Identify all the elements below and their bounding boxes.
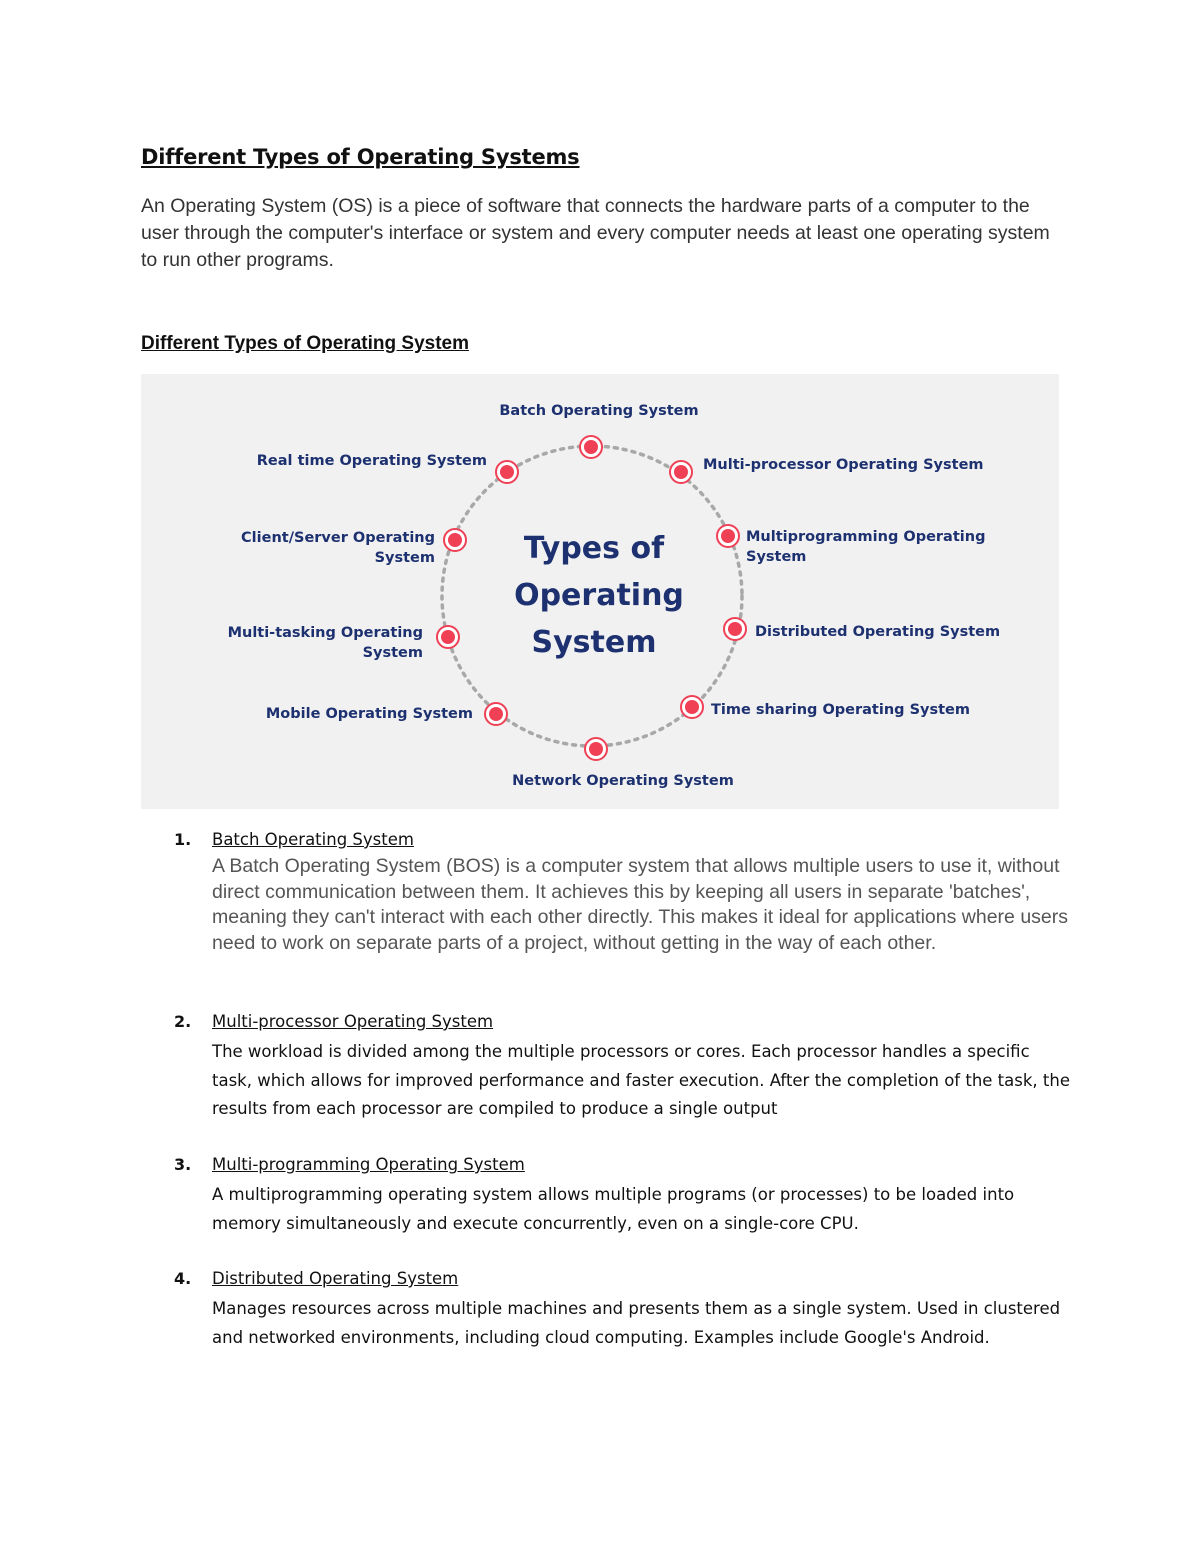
node-dot [584, 440, 598, 454]
label-timesharing: Time sharing Operating System [711, 702, 970, 718]
node-multitasking [437, 626, 459, 648]
node-multiprocessor [670, 461, 692, 483]
node-dot [489, 707, 503, 721]
item-body: Manages resources across multiple machines and presents them as a single system. Used in clustered and networked environments, including cloud computing. Examples include Google's Android. [212, 1299, 1061, 1347]
label-multiprogramming-line1: Multiprogramming Operating [746, 529, 986, 545]
item-body: A multiprogramming operating system allows multiple programs (or processes) to be loaded into memory simultaneously and execute concurrently, even on a single-core CPU. [212, 1185, 1015, 1233]
node-dot [728, 622, 742, 636]
node-realtime [496, 461, 518, 483]
node-dot [448, 533, 462, 547]
node-dot [674, 465, 688, 479]
item-body: The workload is divided among the multiple processors or cores. Each processor handles a specific task, which allows for improved performance and faster execution. After the completion of the task, the results from each processor are compiled to produce a single output [212, 1042, 1070, 1119]
item-number: 1. [174, 830, 192, 849]
item-number: 2. [174, 1012, 192, 1031]
node-dot [441, 630, 455, 644]
node-timesharing [681, 696, 703, 718]
document-title: Different Types of Operating Systems [141, 145, 580, 169]
item-title: Batch Operating System [212, 830, 414, 849]
item-title: Distributed Operating System [212, 1269, 459, 1288]
item-title: Multi-programming Operating System [212, 1155, 525, 1174]
center-title-line1: Types of [523, 531, 665, 566]
label-realtime: Real time Operating System [256, 453, 487, 469]
node-network [585, 738, 607, 760]
label-batch: Batch Operating System [499, 403, 699, 419]
label-distributed: Distributed Operating System [755, 624, 1001, 640]
item-number: 4. [174, 1269, 192, 1288]
item-body: A Batch Operating System (BOS) is a computer system that allows multiple users to use it, without direct communication between them. It achieves this by keeping all users in separate 'batches', meaning they can't interact with each other directly. This makes it ideal for applications where users need to work on separate parts of a project, without getting in the way of each other. [212, 855, 1069, 955]
diagram-svg [141, 374, 1059, 809]
node-dot [721, 529, 735, 543]
node-batch [580, 436, 602, 458]
label-network: Network Operating System [512, 773, 734, 789]
node-mobile [485, 703, 507, 725]
center-title-line3: System [531, 625, 657, 660]
label-clientserver-line1: Client/Server Operating [241, 530, 435, 546]
node-dot [589, 742, 603, 756]
os-types-diagram [141, 374, 1059, 809]
label-multiprogramming-line2: System [746, 549, 807, 565]
item-number: 3. [174, 1155, 192, 1174]
center-title-line2: Operating [514, 578, 684, 613]
node-dot [500, 465, 514, 479]
node-distributed [724, 618, 746, 640]
node-dot [685, 700, 699, 714]
node-clientserver [444, 529, 466, 551]
node-multiprogramming [717, 525, 739, 547]
item-title: Multi-processor Operating System [212, 1012, 494, 1031]
label-multitasking-line2: System [362, 645, 423, 661]
label-mobile: Mobile Operating System [265, 706, 473, 722]
label-multiprocessor: Multi-processor Operating System [703, 457, 984, 473]
label-clientserver-line2: System [374, 550, 435, 566]
section-subtitle: Different Types of Operating System [141, 333, 469, 354]
intro-paragraph: An Operating System (OS) is a piece of software that connects the hardware parts of a computer to the user through the computer's interface or system and every computer needs at least one operating system to run other programs. [141, 195, 1050, 271]
label-multitasking-line1: Multi-tasking Operating [227, 625, 423, 641]
